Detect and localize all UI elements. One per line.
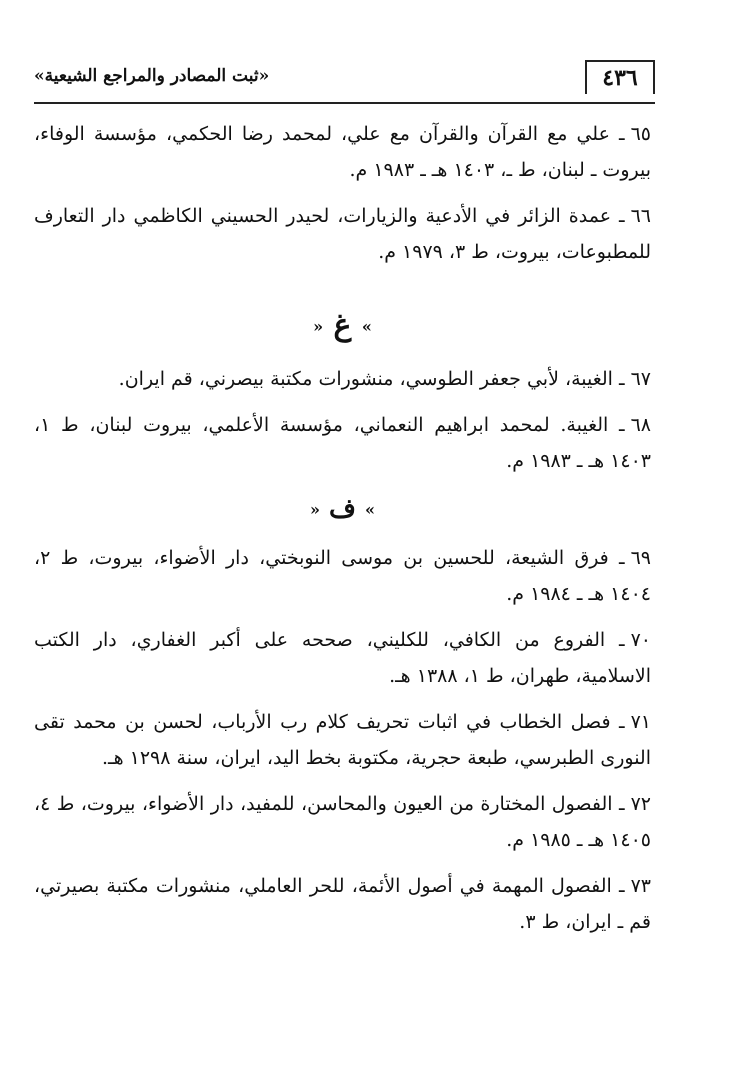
entry-number: ٦٧ (630, 368, 651, 390)
entry-number: ٧٢ (630, 793, 651, 815)
page-number: ٤٣٦ (585, 60, 655, 94)
running-title: «ثبت المصادر والمراجع الشيعية» (34, 66, 270, 86)
entry-text: ـ الفروع من الكافي، للكليني، صححه على أكبر الغفاري، دار الكتب الاسلامية، طهران، ط ١، ١٣٨٨ هـ. (34, 629, 651, 687)
section-close-mark: « (313, 317, 324, 336)
bibliography-entry-67 (34, 361, 651, 397)
section-open-mark: » (365, 500, 376, 519)
bibliography-entry-68 (34, 407, 651, 479)
page-header (34, 60, 655, 104)
section-heading-ghain (34, 306, 651, 347)
entry-text: ـ فصل الخطاب في اثبات تحريف كلام رب الأرباب، لحسن بن محمد تقى النورى الطبرسي، طبعة حجرية، مكتوبة بخط اليد، ايران، سنة ١٢٩٨ هـ. (34, 711, 651, 769)
section-heading-fa (34, 489, 651, 530)
entry-number: ٦٦ (630, 205, 651, 227)
entry-number: ٧١ (630, 711, 651, 733)
entry-text: ـ الغيبة. لمحمد ابراهيم النعماني، مؤسسة الأعلمي، بيروت لبنان، ط ١، ١٤٠٣ هـ ـ ١٩٨٣ م. (34, 414, 651, 472)
bibliography-entry-71 (34, 704, 651, 776)
entry-text: ـ الفصول المختارة من العيون والمحاسن، للمفيد، دار الأضواء، بيروت، ط ٤، ١٤٠٥ هـ ـ ١٩٨٥ م. (34, 793, 651, 851)
entry-number: ٧٣ (630, 875, 651, 897)
bibliography-list (34, 116, 651, 950)
entry-text: ـ فرق الشيعة، للحسين بن موسى النوبختي، دار الأضواء، بيروت، ط ٢، ١٤٠٤ هـ ـ ١٩٨٤ م. (34, 547, 651, 605)
entry-text: ـ الفصول المهمة في أصول الأئمة، للحر العاملي، منشورات مكتبة بصيرتي، قم ـ ايران، ط ٣. (34, 875, 651, 933)
bibliography-entry-69 (34, 540, 651, 612)
section-letter: ف (329, 494, 356, 524)
entry-number: ٦٨ (630, 414, 651, 436)
section-open-mark: » (361, 317, 372, 336)
section-letter: غ (333, 308, 352, 343)
entry-text: ـ علي مع القرآن والقرآن مع علي، لمحمد رضا الحكمي، مؤسسة الوفاء، بيروت ـ لبنان، ط ـ، ١٤٠٣ هـ ـ ١٩٨٣ م. (34, 123, 651, 181)
entry-text: ـ عمدة الزائر في الأدعية والزيارات، لحيدر الحسيني الكاظمي دار التعارف للمطبوعات، بيروت، ط ٣، ١٩٧٩ م. (34, 205, 651, 263)
bibliography-entry-72 (34, 786, 651, 858)
entry-number: ٦٥ (630, 123, 651, 145)
section-close-mark: « (309, 500, 320, 519)
bibliography-entry-70 (34, 622, 651, 694)
entry-number: ٦٩ (630, 547, 651, 569)
entry-text: ـ الغيبة، لأبي جعفر الطوسي، منشورات مكتبة بيصرني، قم ايران. (118, 368, 625, 390)
bibliography-entry-65 (34, 116, 651, 188)
bibliography-entry-66 (34, 198, 651, 270)
entry-number: ٧٠ (630, 629, 651, 651)
bibliography-entry-73 (34, 868, 651, 940)
